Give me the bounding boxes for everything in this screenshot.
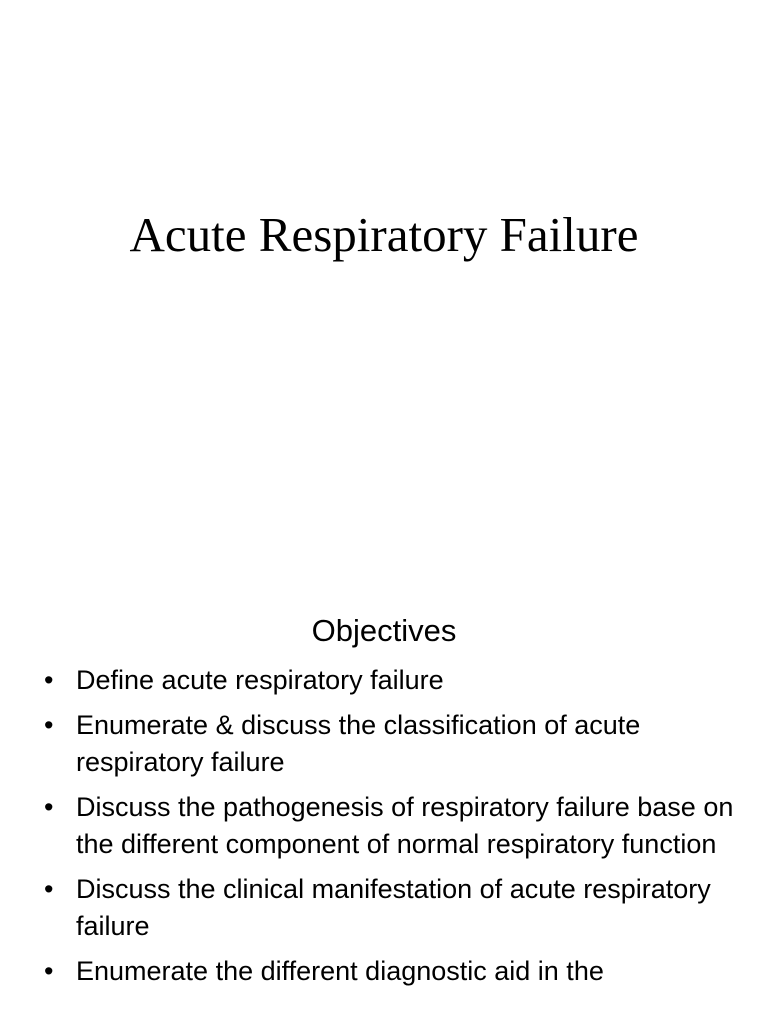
objective-text: Enumerate the different diagnostic aid in the [76,956,604,986]
objective-text: Define acute respiratory failure [76,665,444,695]
bullet-icon: • [44,710,54,740]
bullet-icon: • [44,792,54,822]
objective-text: Discuss the pathogenesis of respiratory failure base on the different component of normal respiratory function [76,792,734,859]
bullet-icon: • [44,665,54,695]
objective-item [40,789,740,863]
objective-item [40,707,740,781]
objective-item [40,662,740,699]
slide-title: Acute Respiratory Failure [129,207,639,262]
objectives-heading: Objectives [311,613,457,648]
objective-text: Enumerate & discuss the classification of acute respiratory failure [76,710,641,777]
objective-item [40,871,740,945]
objectives-list [40,662,740,998]
objective-item [40,953,740,990]
objective-text: Discuss the clinical manifestation of acute respiratory failure [76,874,711,941]
bullet-icon: • [44,956,54,986]
objectives-slide [0,576,768,1024]
bullet-icon: • [44,874,54,904]
